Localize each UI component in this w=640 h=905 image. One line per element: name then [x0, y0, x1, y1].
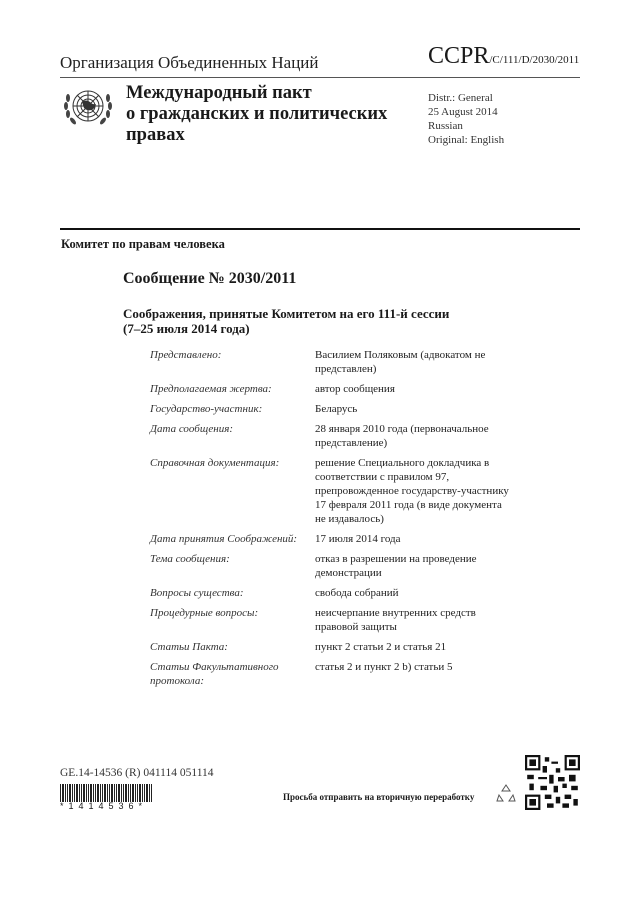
- organization-name: Организация Объединенных Наций: [60, 53, 319, 72]
- distr-line: Distr.: General: [428, 92, 493, 104]
- meta-row: [150, 382, 510, 396]
- meta-key: Дата сообщения:: [150, 423, 234, 435]
- recycle-icon: [496, 783, 516, 803]
- meta-key: Представлено:: [150, 349, 222, 361]
- meta-row: [150, 348, 510, 376]
- views-line: Соображения, принятые Комитетом на его 111-й сессии: [123, 306, 450, 321]
- meta-value: 28 января 2010 года (первоначальное представление): [315, 423, 489, 449]
- meta-key: Статьи Пакта:: [150, 641, 228, 653]
- qr-code-icon: [525, 755, 580, 810]
- meta-value: автор сообщения: [315, 383, 395, 395]
- meta-row: [150, 640, 510, 654]
- symbol-main: CCPR: [428, 43, 490, 69]
- recycle-notice: Просьба отправить на вторичную переработку: [283, 792, 475, 802]
- meta-row: [150, 660, 510, 688]
- title-line: Международный пакт: [126, 83, 312, 103]
- meta-value: статья 2 и пункт 2 b) статьи 5: [315, 661, 453, 673]
- title-line: о гражданских и политических: [126, 104, 388, 124]
- meta-value: Василием Поляковым (адвокатом не представлен): [315, 349, 486, 375]
- meta-key: Вопросы существа:: [150, 587, 244, 599]
- document-symbol: [428, 43, 579, 70]
- meta-key: Справочная документация:: [150, 457, 280, 469]
- meta-value: отказ в разрешении на проведение демонстрации: [315, 553, 477, 579]
- committee-name: Комитет по правам человека: [61, 237, 225, 251]
- header-divider: [60, 77, 580, 78]
- meta-value: 17 июля 2014 года: [315, 533, 401, 545]
- job-number: GE.14-14536 (R) 041114 051114: [60, 767, 214, 779]
- meta-row: [150, 402, 510, 416]
- meta-key: Дата принятия Соображений:: [150, 533, 298, 545]
- meta-value: неисчерпание внутренних средств правовой защиты: [315, 607, 476, 633]
- distr-original: Original: English: [428, 134, 505, 146]
- meta-row: [150, 606, 510, 634]
- communication-number: Сообщение № 2030/2011: [123, 270, 297, 287]
- views-line: (7–25 июля 2014 года): [123, 321, 250, 336]
- meta-row: [150, 552, 510, 580]
- meta-value: пункт 2 статьи 2 и статья 21: [315, 641, 447, 653]
- meta-row: [150, 532, 510, 546]
- title-line: правах: [126, 125, 185, 145]
- meta-value: решение Специального докладчика в соответствии с правилом 97, препровожденное государству-участнику 17 февраля 2011 года (в виде документа не издавалось): [315, 457, 509, 525]
- barcode-number: *1414536*: [60, 801, 148, 811]
- views-heading: [123, 306, 449, 336]
- distr-date: 25 August 2014: [428, 106, 498, 118]
- meta-key: Тема сообщения:: [150, 553, 230, 565]
- metadata-table: [150, 348, 510, 694]
- meta-key: Предполагаемая жертва:: [150, 383, 272, 395]
- meta-value: Беларусь: [315, 403, 358, 415]
- meta-key: Процедурные вопросы:: [150, 607, 259, 619]
- meta-row: [150, 422, 510, 450]
- meta-row: [150, 456, 510, 526]
- un-emblem-icon: [62, 82, 114, 132]
- distribution-info: [428, 91, 504, 147]
- distr-language: Russian: [428, 120, 463, 132]
- document-title: [126, 83, 387, 146]
- meta-row: [150, 586, 510, 600]
- symbol-suffix: /C/111/D/2030/2011: [489, 54, 580, 66]
- meta-value: свобода собраний: [315, 587, 399, 599]
- meta-key: Государство-участник:: [150, 403, 263, 415]
- barcode-icon: [60, 784, 152, 802]
- meta-key: Статьи Факультативного протокола:: [150, 661, 279, 687]
- section-divider: [60, 228, 580, 230]
